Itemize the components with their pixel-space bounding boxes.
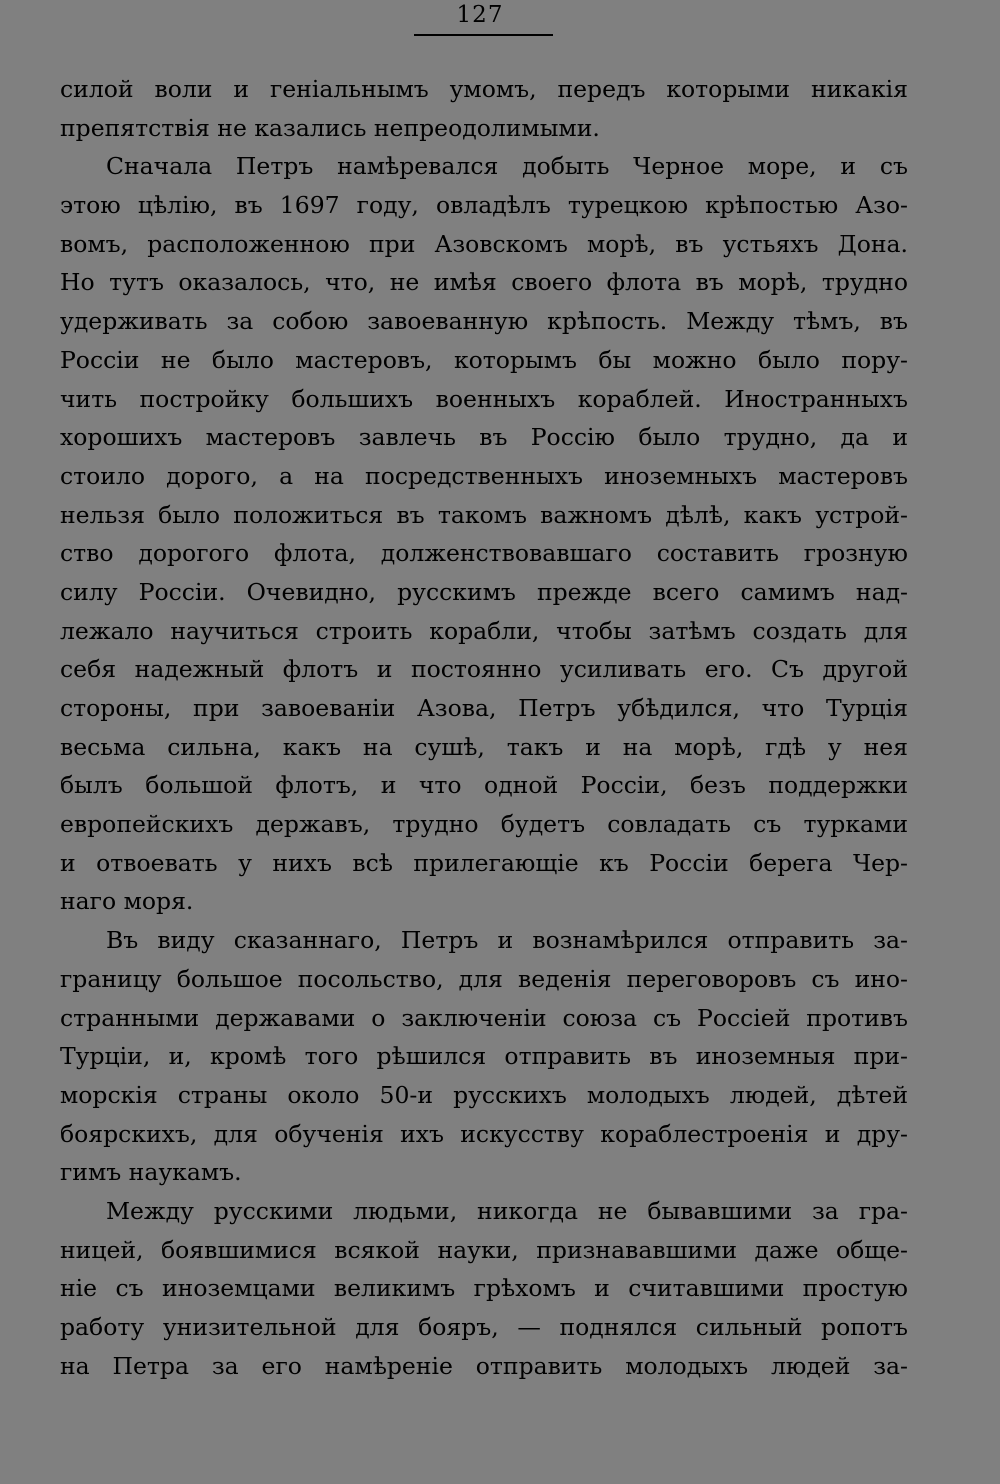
text-line: гимъ наукамъ. — [60, 1158, 242, 1187]
text-line: Сначала Петръ намѣревался добыть Черное море, и съ — [106, 152, 908, 181]
text-line: Между русскими людьми, никогда не бывавшими за гра- — [106, 1196, 908, 1225]
text-line: Въ виду сказаннаго, Петръ и вознамѣрился отправить за- — [106, 926, 908, 955]
text-line: ніе съ иноземцами великимъ грѣхомъ и считавшими простую — [60, 1274, 908, 1303]
text-line: стороны, при завоеваніи Азова, Петръ убѣдился, что Турція — [60, 694, 908, 722]
paragraph — [60, 70, 908, 147]
paragraph — [60, 921, 908, 1192]
text-line: силой воли и геніальнымъ умомъ, передъ которыми никакія — [60, 75, 908, 103]
text-line: этою цѣлію, въ 1697 году, овладѣлъ турецкою крѣпостью Азо- — [60, 191, 908, 220]
text-line: Но тутъ оказалось, что, не имѣя своего флота въ морѣ, трудно — [60, 268, 908, 297]
text-line: препятствія не казались непреодолимыми. — [60, 113, 600, 142]
text-line: морскія страны около 50-и русскихъ молодыхъ людей, дѣтей — [60, 1080, 908, 1109]
text-line: удерживать за собою завоеванную крѣпость. Между тѣмъ, въ — [60, 307, 908, 336]
text-line: ницей, боявшимися всякой науки, признававшими даже обще- — [60, 1235, 908, 1264]
text-line: чить постройку большихъ военныхъ кораблей. Иностранныхъ — [60, 384, 908, 413]
text-line: ство дорогого флота, долженствовавшаго составить грозную — [60, 539, 908, 568]
text-line: вомъ, расположенною при Азовскомъ морѣ, въ устьяхъ Дона. — [60, 229, 908, 258]
text-line: Турціи, и, кромѣ того рѣшился отправить въ иноземныя при- — [60, 1042, 908, 1071]
text-line: и отвоевать у нихъ всѣ прилегающіе къ Россіи берега Чер- — [60, 848, 908, 877]
text-line: былъ большой флотъ, и что одной Россіи, безъ поддержки — [60, 771, 908, 800]
text-line: странными державами о заключеніи союза съ Россіей противъ — [60, 1003, 908, 1032]
text-line: границу большое посольство, для веденія переговоровъ съ ино- — [60, 964, 908, 993]
paragraph — [60, 1192, 908, 1385]
text-line: боярскихъ, для обученія ихъ искусству кораблестроенія и дру- — [60, 1119, 908, 1148]
text-line: силу Россіи. Очевидно, русскимъ прежде всего самимъ над- — [60, 577, 908, 606]
page-number: 127 — [456, 2, 504, 28]
text-line: работу унизительной для бояръ, — поднялся сильный ропотъ — [60, 1313, 908, 1341]
body-text — [60, 70, 908, 1385]
text-line: нельзя было положиться въ такомъ важномъ дѣлѣ, какъ устрой- — [60, 500, 908, 529]
text-line: себя надежный флотъ и постоянно усиливать его. Съ другой — [60, 655, 908, 684]
text-line: Россіи не было мастеровъ, которымъ бы можно было пору- — [60, 345, 908, 374]
text-line: наго моря. — [60, 887, 194, 916]
header-rule — [414, 34, 553, 36]
text-line: на Петра за его намѣреніе отправить молодыхъ людей за- — [60, 1351, 908, 1380]
text-line: стоило дорого, а на посредственныхъ иноземныхъ мастеровъ — [60, 461, 908, 490]
paragraph — [60, 147, 908, 921]
text-line: европейскихъ державъ, трудно будетъ совладать съ турками — [60, 810, 908, 839]
text-line: хорошихъ мастеровъ завлечь въ Россію было трудно, да и — [60, 423, 908, 452]
text-line: лежало научиться строить корабли, чтобы затѣмъ создать для — [60, 616, 908, 645]
text-line: весьма сильна, какъ на сушѣ, такъ и на морѣ, гдѣ у нея — [60, 732, 908, 761]
